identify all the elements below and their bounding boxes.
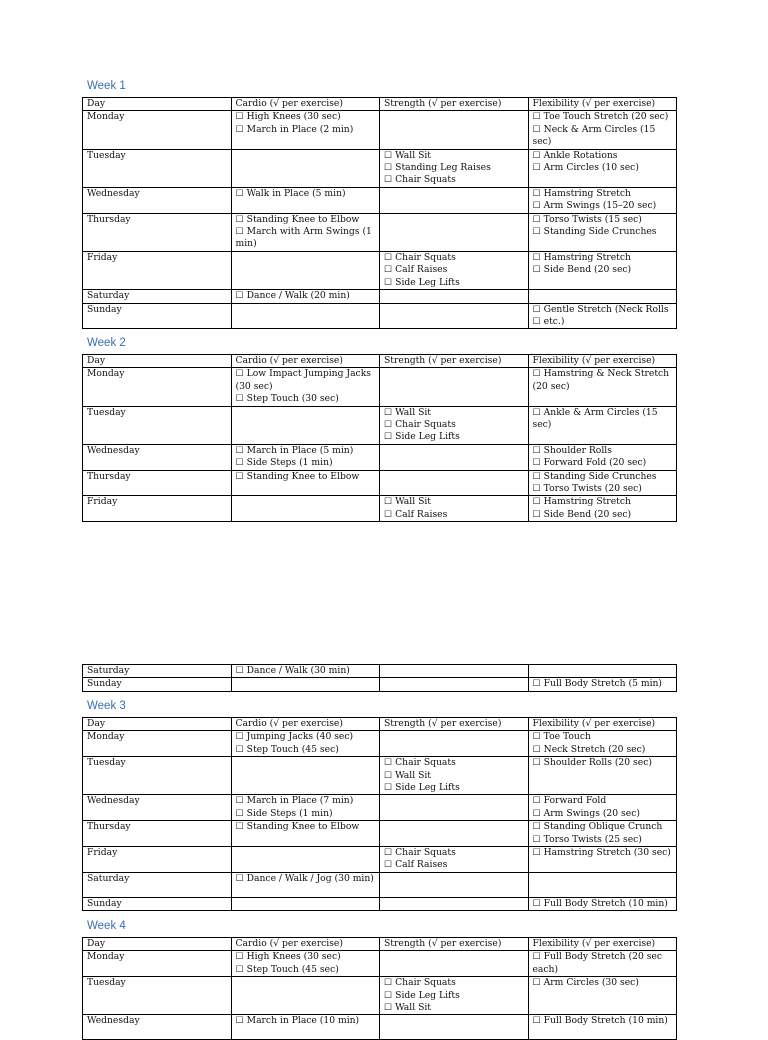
cardio-cell <box>231 213 380 251</box>
week-2-table <box>82 354 677 522</box>
flexibility-cell <box>528 187 677 213</box>
cardio-cell <box>231 444 380 470</box>
day-cell: Monday <box>83 368 232 406</box>
week-4-title: Week 4 <box>87 920 126 932</box>
table-header-row <box>83 938 677 951</box>
flexibility-cell <box>528 847 677 873</box>
flexibility-checklist-item[interactable]: ☐ Neck Stretch (20 sec) <box>532 743 646 755</box>
cardio-checklist-item[interactable]: ☐ March in Place (7 min) <box>235 795 354 807</box>
table-header-row <box>83 98 677 111</box>
flexibility-cell <box>528 757 677 795</box>
day-cell: Monday <box>83 111 232 149</box>
header-day: Day <box>83 98 232 111</box>
table-row <box>83 213 677 251</box>
cardio-checklist-item[interactable]: ☐ Step Touch (45 sec) <box>235 963 339 975</box>
cardio-checklist-item[interactable]: ☐ Step Touch (30 sec) <box>235 393 339 405</box>
strength-cell <box>380 111 529 149</box>
strength-cell <box>380 977 529 1015</box>
cardio-checklist-item[interactable]: ☐ Dance / Walk (20 min) <box>235 290 350 302</box>
cardio-cell <box>231 951 380 977</box>
header-strength: Strength (√ per exercise) <box>380 98 529 111</box>
cardio-cell <box>231 872 380 897</box>
table-row <box>83 731 677 757</box>
flexibility-checklist-item[interactable]: ☐ Torso Twists (20 sec) <box>532 483 642 495</box>
flexibility-cell <box>528 251 677 289</box>
table-row <box>83 149 677 187</box>
strength-cell <box>380 213 529 251</box>
cardio-cell <box>231 847 380 873</box>
flexibility-checklist-item[interactable]: ☐ Full Body Stretch (10 min) <box>532 897 668 909</box>
strength-checklist-item[interactable]: ☐ Side Leg Lifts <box>384 782 460 794</box>
cardio-cell <box>231 795 380 821</box>
header-flexibility: Flexibility (√ per exercise) <box>528 938 677 951</box>
strength-checklist-item[interactable]: ☐ Wall Sit <box>384 496 431 508</box>
strength-checklist-item[interactable]: ☐ Chair Squats <box>384 419 456 431</box>
flexibility-cell <box>528 470 677 496</box>
flexibility-checklist-item[interactable]: ☐ Shoulder Rolls <box>532 444 612 456</box>
strength-cell <box>380 731 529 757</box>
flexibility-cell <box>528 821 677 847</box>
strength-cell <box>380 303 529 329</box>
flexibility-cell <box>528 406 677 444</box>
table-row <box>83 290 677 303</box>
flexibility-cell <box>528 977 677 1015</box>
header-flexibility: Flexibility (√ per exercise) <box>528 355 677 368</box>
flexibility-checklist-item[interactable]: ☐ Hamstring & Neck Stretch (20 sec) <box>532 368 670 392</box>
flexibility-checklist-item[interactable]: ☐ Arm Circles (10 sec) <box>532 162 639 174</box>
header-flexibility: Flexibility (√ per exercise) <box>528 718 677 731</box>
flexibility-checklist-item[interactable]: ☐ Side Bend (20 sec) <box>532 264 632 276</box>
flexibility-cell <box>528 951 677 977</box>
table-row <box>83 111 677 149</box>
cardio-checklist-item[interactable]: ☐ High Knees (30 sec) <box>235 111 341 123</box>
header-day: Day <box>83 718 232 731</box>
cardio-checklist-item[interactable]: ☐ Jumping Jacks (40 sec) <box>235 731 354 743</box>
flexibility-checklist-item[interactable]: ☐ Side Bend (20 sec) <box>532 508 632 520</box>
strength-cell <box>380 368 529 406</box>
table-row <box>83 1015 677 1040</box>
table-row <box>83 795 677 821</box>
flexibility-cell <box>528 1015 677 1040</box>
strength-cell <box>380 444 529 470</box>
flexibility-checklist-item[interactable]: ☐ Standing Oblique Crunch <box>532 821 663 833</box>
strength-checklist-item[interactable]: ☐ Calf Raises <box>384 264 448 276</box>
strength-checklist-item[interactable]: ☐ Wall Sit <box>384 149 431 161</box>
strength-cell <box>380 897 529 910</box>
strength-checklist-item[interactable]: ☐ Chair Squats <box>384 977 456 989</box>
table-row <box>83 251 677 289</box>
flexibility-checklist-item[interactable]: ☐ Toe Touch Stretch (20 sec) <box>532 111 669 123</box>
day-cell: Friday <box>83 251 232 289</box>
flexibility-checklist-item[interactable]: ☐ Standing Side Crunches <box>532 470 657 482</box>
header-flexibility: Flexibility (√ per exercise) <box>528 98 677 111</box>
strength-checklist-item[interactable]: ☐ Chair Squats <box>384 847 456 859</box>
header-day: Day <box>83 938 232 951</box>
flexibility-checklist-item[interactable]: ☐ Torso Twists (15 sec) <box>532 213 642 225</box>
flexibility-cell <box>528 897 677 910</box>
day-cell: Monday <box>83 951 232 977</box>
cardio-cell <box>231 290 380 303</box>
cardio-cell <box>231 897 380 910</box>
strength-cell <box>380 757 529 795</box>
week-3-table <box>82 717 677 911</box>
flexibility-cell <box>528 149 677 187</box>
cardio-checklist-item[interactable]: ☐ High Knees (30 sec) <box>235 951 341 963</box>
cardio-cell <box>231 977 380 1015</box>
week-3-title: Week 3 <box>87 700 126 712</box>
day-cell: Thursday <box>83 821 232 847</box>
table-row <box>83 470 677 496</box>
strength-cell <box>380 406 529 444</box>
flexibility-checklist-item[interactable]: ☐ Ankle & Arm Circles (15 sec) <box>532 406 658 431</box>
flexibility-checklist-item[interactable]: ☐ Toe Touch <box>532 731 591 743</box>
day-cell: Tuesday <box>83 977 232 1015</box>
cardio-cell <box>231 731 380 757</box>
strength-checklist-item[interactable]: ☐ Wall Sit <box>384 769 431 781</box>
cardio-checklist-item[interactable]: ☐ March in Place (5 min) <box>235 444 354 456</box>
cardio-checklist-item[interactable]: ☐ Step Touch (45 sec) <box>235 743 339 755</box>
cardio-cell <box>231 187 380 213</box>
day-cell: Tuesday <box>83 757 232 795</box>
strength-cell <box>380 665 529 678</box>
table-row <box>83 444 677 470</box>
cardio-cell <box>231 1015 380 1040</box>
flexibility-checklist-item[interactable]: ☐ Hamstring Stretch <box>532 496 631 508</box>
week-4-table <box>82 937 677 1040</box>
cardio-checklist-item[interactable]: ☐ Side Steps (1 min) <box>235 807 333 819</box>
flexibility-cell <box>528 368 677 406</box>
strength-checklist-item[interactable]: ☐ Wall Sit <box>384 406 431 418</box>
strength-checklist-item[interactable]: ☐ Chair Squats <box>384 251 456 263</box>
table-row <box>83 951 677 977</box>
table-row <box>83 897 677 910</box>
flexibility-checklist-item[interactable]: ☐ Full Body Stretch (10 min) <box>532 1015 668 1027</box>
cardio-checklist-item[interactable]: ☐ March in Place (10 min) <box>235 1015 360 1027</box>
day-cell: Tuesday <box>83 406 232 444</box>
flexibility-checklist-item[interactable]: ☐ Full Body Stretch (20 sec each) <box>532 951 663 975</box>
strength-cell <box>380 847 529 873</box>
table-row <box>83 977 677 1015</box>
day-cell: Tuesday <box>83 149 232 187</box>
cardio-checklist-item[interactable]: ☐ Walk in Place (5 min) <box>235 187 346 199</box>
day-cell: Thursday <box>83 213 232 251</box>
flexibility-checklist-item[interactable]: ☐ Arm Swings (20 sec) <box>532 807 640 819</box>
flexibility-cell <box>528 665 677 678</box>
cardio-cell <box>231 251 380 289</box>
cardio-cell <box>231 665 380 678</box>
day-cell: Wednesday <box>83 444 232 470</box>
flexibility-cell <box>528 678 677 691</box>
day-cell: Sunday <box>83 897 232 910</box>
strength-checklist-item[interactable]: ☐ Side Leg Lifts <box>384 989 460 1001</box>
header-strength: Strength (√ per exercise) <box>380 355 529 368</box>
day-cell: Friday <box>83 847 232 873</box>
day-cell: Monday <box>83 731 232 757</box>
flexibility-cell <box>528 290 677 303</box>
strength-checklist-item[interactable]: ☐ Calf Raises <box>384 859 448 871</box>
flexibility-cell <box>528 303 677 329</box>
week-2-continued-table <box>82 664 677 692</box>
day-cell: Saturday <box>83 665 232 678</box>
table-row <box>83 496 677 522</box>
day-cell: Sunday <box>83 678 232 691</box>
strength-cell <box>380 821 529 847</box>
header-cardio: Cardio (√ per exercise) <box>231 98 380 111</box>
flexibility-checklist-item[interactable]: ☐ Shoulder Rolls (20 sec) <box>532 757 652 769</box>
flexibility-checklist-item[interactable]: ☐ Ankle Rotations <box>532 149 618 161</box>
flexibility-checklist-item[interactable]: ☐ Forward Fold (20 sec) <box>532 457 647 469</box>
flexibility-checklist-item[interactable]: ☐ Arm Swings (15–20 sec) <box>532 200 657 212</box>
flexibility-checklist-item[interactable]: ☐ Neck & Arm Circles (15 sec) <box>532 123 656 148</box>
table-row <box>83 406 677 444</box>
flexibility-cell <box>528 872 677 897</box>
strength-cell <box>380 496 529 522</box>
week-2-title: Week 2 <box>87 337 126 349</box>
cardio-cell <box>231 678 380 691</box>
table-row <box>83 872 677 897</box>
strength-checklist-item[interactable]: ☐ Chair Squats <box>384 174 456 186</box>
table-header-row <box>83 355 677 368</box>
day-cell: Wednesday <box>83 795 232 821</box>
flexibility-checklist-item[interactable]: ☐ Standing Side Crunches <box>532 226 657 238</box>
table-row <box>83 303 677 329</box>
strength-cell <box>380 795 529 821</box>
flexibility-checklist-item[interactable]: ☐ Hamstring Stretch <box>532 187 631 199</box>
strength-cell <box>380 149 529 187</box>
strength-checklist-item[interactable]: ☐ Chair Squats <box>384 757 456 769</box>
cardio-checklist-item[interactable]: ☐ March with Arm Swings (1 min) <box>235 226 372 250</box>
cardio-cell <box>231 368 380 406</box>
table-row <box>83 678 677 691</box>
cardio-cell <box>231 406 380 444</box>
header-cardio: Cardio (√ per exercise) <box>231 355 380 368</box>
table-row <box>83 665 677 678</box>
flexibility-checklist-item[interactable]: ☐ Torso Twists (25 sec) <box>532 833 642 845</box>
table-row <box>83 821 677 847</box>
strength-cell <box>380 678 529 691</box>
header-cardio: Cardio (√ per exercise) <box>231 938 380 951</box>
week-1-table <box>82 97 677 329</box>
flexibility-checklist-item[interactable]: ☐ Forward Fold <box>532 795 607 807</box>
flexibility-cell <box>528 111 677 149</box>
day-cell: Saturday <box>83 290 232 303</box>
day-cell: Wednesday <box>83 187 232 213</box>
cardio-cell <box>231 496 380 522</box>
flexibility-cell <box>528 731 677 757</box>
cardio-cell <box>231 757 380 795</box>
header-strength: Strength (√ per exercise) <box>380 718 529 731</box>
week-1-title: Week 1 <box>87 80 126 92</box>
flexibility-checklist-item[interactable]: ☐ Arm Circles (30 sec) <box>532 977 639 989</box>
day-cell: Saturday <box>83 872 232 897</box>
strength-cell <box>380 872 529 897</box>
table-row <box>83 847 677 873</box>
cardio-checklist-item[interactable]: ☐ March in Place (2 min) <box>235 123 354 135</box>
day-cell: Friday <box>83 496 232 522</box>
table-header-row <box>83 718 677 731</box>
strength-checklist-item[interactable]: ☐ Standing Leg Raises <box>384 162 491 174</box>
flexibility-cell <box>528 444 677 470</box>
table-row <box>83 368 677 406</box>
cardio-checklist-item[interactable]: ☐ Side Steps (1 min) <box>235 457 333 469</box>
strength-checklist-item[interactable]: ☐ Wall Sit <box>384 1002 431 1014</box>
strength-checklist-item[interactable]: ☐ Side Leg Lifts <box>384 276 460 288</box>
header-day: Day <box>83 355 232 368</box>
strength-cell <box>380 290 529 303</box>
flexibility-checklist-item[interactable]: ☐ Hamstring Stretch (30 sec) <box>532 847 671 859</box>
flexibility-cell <box>528 496 677 522</box>
flexibility-cell <box>528 795 677 821</box>
cardio-checklist-item[interactable]: ☐ Dance / Walk / Jog (30 min) <box>235 872 374 884</box>
cardio-checklist-item[interactable]: ☐ Standing Knee to Elbow <box>235 821 360 833</box>
cardio-checklist-item[interactable]: ☐ Standing Knee to Elbow <box>235 213 360 225</box>
header-cardio: Cardio (√ per exercise) <box>231 718 380 731</box>
flexibility-cell <box>528 213 677 251</box>
strength-checklist-item[interactable]: ☐ Side Leg Lifts <box>384 431 460 443</box>
strength-cell <box>380 187 529 213</box>
table-row <box>83 757 677 795</box>
cardio-checklist-item[interactable]: ☐ Dance / Walk (30 min) <box>235 665 350 676</box>
cardio-cell <box>231 149 380 187</box>
day-cell: Wednesday <box>83 1015 232 1040</box>
flexibility-checklist-item[interactable]: ☐ Full Body Stretch (5 min) <box>532 678 663 690</box>
strength-cell <box>380 1015 529 1040</box>
cardio-checklist-item[interactable]: ☐ Low Impact Jumping Jacks (30 sec) <box>235 368 371 392</box>
cardio-cell <box>231 111 380 149</box>
flexibility-checklist-item[interactable]: ☐ Hamstring Stretch <box>532 251 631 263</box>
strength-cell <box>380 470 529 496</box>
cardio-cell <box>231 821 380 847</box>
cardio-cell <box>231 470 380 496</box>
table-row <box>83 187 677 213</box>
header-strength: Strength (√ per exercise) <box>380 938 529 951</box>
strength-cell <box>380 251 529 289</box>
cardio-checklist-item[interactable]: ☐ Standing Knee to Elbow <box>235 470 360 482</box>
flexibility-checklist-item[interactable]: ☐ Gentle Stretch (Neck Rolls ☐ etc.) <box>532 303 669 327</box>
strength-cell <box>380 951 529 977</box>
strength-checklist-item[interactable]: ☐ Calf Raises <box>384 508 448 520</box>
day-cell: Thursday <box>83 470 232 496</box>
cardio-cell <box>231 303 380 329</box>
day-cell: Sunday <box>83 303 232 329</box>
